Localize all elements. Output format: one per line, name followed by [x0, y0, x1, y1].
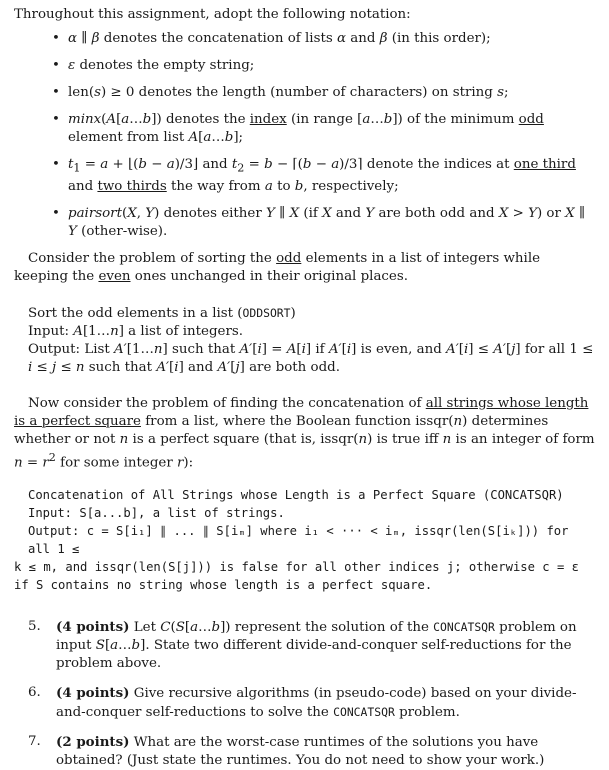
notation-item-empty-string: • ε denotes the empty string;: [52, 57, 597, 75]
consider-oddsort-paragraph: Consider the problem of sorting the odd elements in a list of integers while keeping the even ones unchanged in their original places.: [14, 250, 541, 284]
question-6: 6. (4 points) Give recursive algorithms (in pseudo-code) based on your divide-and-conquer self-reductions to solve the CONCATSQR problem.: [28, 685, 577, 721]
intro-text: Throughout this assignment, adopt the following notation:: [14, 7, 411, 22]
notation-list: [14, 30, 597, 241]
concatsqr-problem: [14, 486, 597, 594]
notation-item-pairsort: • pairsort(X, Y) denotes either Y ∥ X (if X and Y are both odd and X > Y) or X ∥ Y (other-wise).: [52, 205, 597, 241]
concatsqr-title: Concatenation of All Strings whose Length is a Perfect Square (CONCATSQR): [28, 488, 564, 503]
concatsqr-input: Input: S[a...b], a list of strings.: [28, 506, 285, 521]
oddsort-input: Input: A[1…n] a list of integers.: [28, 323, 244, 339]
notation-item-len: • len(s) ≥ 0 denotes the length (number of characters) on string s;: [52, 84, 597, 102]
question-list: [14, 618, 597, 770]
question-5: 5. (4 points) Let C(S[a…b]) represent the solution of the CONCATSQR problem on input S[a…b]. State two different divide-and-conquer self-reductions for the problem above.: [28, 619, 577, 672]
notation-item-minx: • minx(A[a…b]) denotes the index (in range [a…b]) of the minimum odd element from list A[a…b];: [52, 111, 597, 147]
question-7: 7. (2 points) What are the worst-case runtimes of the solutions you have obtained? (Just state the runtimes. You do not need to show your work.): [28, 734, 545, 769]
oddsort-title: Sort the odd elements in a list (ODDSORT): [28, 305, 296, 321]
concatsqr-output-line3: if S contains no string whose length is a perfect square.: [14, 578, 433, 593]
notation-item-concatenation: • α ∥ β denotes the concatenation of lists α and β (in this order);: [52, 30, 597, 48]
oddsort-problem: [14, 304, 597, 377]
concatsqr-output-line1: Output: c = S[i₁] ∥ ... ∥ S[iₘ] where i₁ < ··· < iₘ, issqr(len(S[iₖ])) for all 1 ≤: [28, 524, 569, 557]
oddsort-output: Output: List A′[1…n] such that A′[i] = A[i] if A′[i] is even, and A′[i] ≤ A′[j] for all 1 ≤ i ≤ j ≤ n such that A′[i] and A′[j] are both odd.: [28, 341, 594, 375]
notation-item-thirds: • $t_1 = a$ + ⌊(b − a)/3⌋ and $t_2 = b$ − ⌈(b − a)/3⌉ denote the indices at one third and two thirds the way from a to b, respectively;: [52, 156, 597, 196]
concatsqr-output-line2: k ≤ m, and issqr(len(S[j])) is false for all other indices j; otherwise c = ε: [14, 560, 579, 575]
consider-concatsqr-paragraph: Now consider the problem of finding the concatenation of all strings whose length is a perfect square from a list, where the Boolean function issqr(n) determines whether or not n is a perfect square (that is, issqr(n) is true iff n is an integer of form $n = r^2$ for some integer r):: [14, 395, 595, 471]
